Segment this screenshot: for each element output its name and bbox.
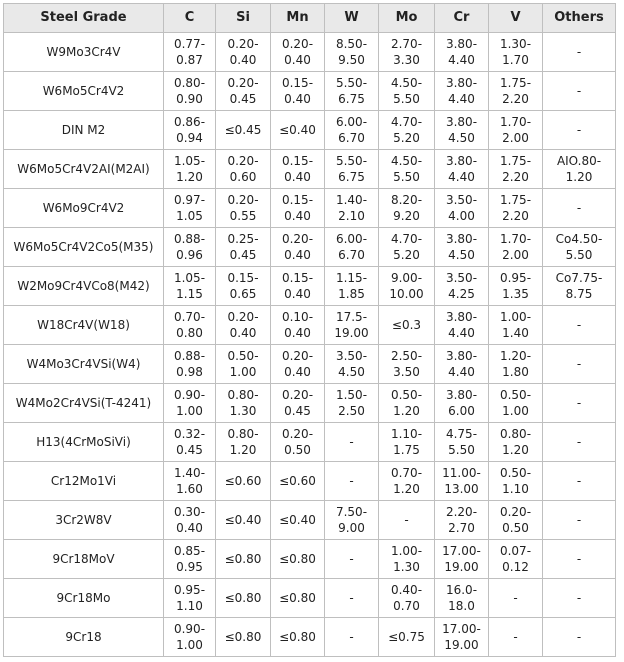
vanadium-cell: 0.20- 0.50 — [489, 501, 543, 540]
manganese-cell: ≤0.80 — [271, 579, 325, 618]
carbon-cell: 0.30- 0.40 — [164, 501, 216, 540]
chromium-cell: 11.00- 13.00 — [435, 462, 489, 501]
table-row — [4, 306, 616, 345]
steel-composition-table — [3, 3, 616, 657]
table-header — [4, 4, 616, 33]
tungsten-cell: 17.5- 19.00 — [325, 306, 379, 345]
table-row — [4, 189, 616, 228]
steel-grade-cell: W6Mo5Cr4V2AI(M2AI) — [4, 150, 164, 189]
molybdenum-cell: 0.40- 0.70 — [379, 579, 435, 618]
carbon-cell: 1.05- 1.20 — [164, 150, 216, 189]
tungsten-cell: 5.50- 6.75 — [325, 150, 379, 189]
manganese-cell: 0.20- 0.40 — [271, 228, 325, 267]
tungsten-cell: 1.15- 1.85 — [325, 267, 379, 306]
molybdenum-cell: 8.20- 9.20 — [379, 189, 435, 228]
table-row — [4, 345, 616, 384]
table-row — [4, 462, 616, 501]
chromium-cell: 3.80- 6.00 — [435, 384, 489, 423]
carbon-cell: 0.97- 1.05 — [164, 189, 216, 228]
silicon-cell: 0.20- 0.55 — [216, 189, 271, 228]
others-cell: - — [543, 33, 616, 72]
molybdenum-cell: 2.70- 3.30 — [379, 33, 435, 72]
column-header-vanadium: V — [489, 4, 543, 33]
silicon-cell: ≤0.80 — [216, 540, 271, 579]
tungsten-cell: - — [325, 618, 379, 657]
silicon-cell: 0.20- 0.40 — [216, 33, 271, 72]
header-row — [4, 4, 616, 33]
others-cell: Co4.50- 5.50 — [543, 228, 616, 267]
vanadium-cell: 0.50- 1.10 — [489, 462, 543, 501]
molybdenum-cell: 4.50- 5.50 — [379, 150, 435, 189]
vanadium-cell: 1.00- 1.40 — [489, 306, 543, 345]
column-header-tungsten: W — [325, 4, 379, 33]
vanadium-cell: - — [489, 618, 543, 657]
others-cell: - — [543, 501, 616, 540]
column-header-others: Others — [543, 4, 616, 33]
others-cell: - — [543, 618, 616, 657]
chromium-cell: 2.20- 2.70 — [435, 501, 489, 540]
others-cell: Co7.75- 8.75 — [543, 267, 616, 306]
others-cell: - — [543, 111, 616, 150]
column-header-carbon: C — [164, 4, 216, 33]
table-row — [4, 501, 616, 540]
vanadium-cell: 0.95- 1.35 — [489, 267, 543, 306]
vanadium-cell: 0.80- 1.20 — [489, 423, 543, 462]
column-header-molybdenum: Mo — [379, 4, 435, 33]
molybdenum-cell: 4.50- 5.50 — [379, 72, 435, 111]
silicon-cell: ≤0.45 — [216, 111, 271, 150]
steel-grade-cell: Cr12Mo1Vi — [4, 462, 164, 501]
others-cell: - — [543, 540, 616, 579]
steel-grade-cell: W4Mo2Cr4VSi(T-4241) — [4, 384, 164, 423]
chromium-cell: 16.0- 18.0 — [435, 579, 489, 618]
tungsten-cell: - — [325, 579, 379, 618]
carbon-cell: 0.95- 1.10 — [164, 579, 216, 618]
tungsten-cell: 7.50- 9.00 — [325, 501, 379, 540]
vanadium-cell: 1.30- 1.70 — [489, 33, 543, 72]
silicon-cell: 0.20- 0.45 — [216, 72, 271, 111]
molybdenum-cell: 4.70- 5.20 — [379, 228, 435, 267]
table-row — [4, 579, 616, 618]
table-row — [4, 540, 616, 579]
carbon-cell: 0.32- 0.45 — [164, 423, 216, 462]
tungsten-cell: - — [325, 462, 379, 501]
carbon-cell: 0.86- 0.94 — [164, 111, 216, 150]
chromium-cell: 3.50- 4.00 — [435, 189, 489, 228]
others-cell: - — [543, 72, 616, 111]
manganese-cell: 0.15- 0.40 — [271, 189, 325, 228]
silicon-cell: 0.20- 0.60 — [216, 150, 271, 189]
table-row — [4, 150, 616, 189]
silicon-cell: 0.25- 0.45 — [216, 228, 271, 267]
carbon-cell: 0.88- 0.96 — [164, 228, 216, 267]
others-cell: - — [543, 423, 616, 462]
silicon-cell: 0.20- 0.40 — [216, 306, 271, 345]
silicon-cell: ≤0.40 — [216, 501, 271, 540]
molybdenum-cell: 4.70- 5.20 — [379, 111, 435, 150]
steel-grade-cell: 9Cr18MoV — [4, 540, 164, 579]
others-cell: - — [543, 579, 616, 618]
steel-grade-cell: W2Mo9Cr4VCo8(M42) — [4, 267, 164, 306]
table-row — [4, 72, 616, 111]
steel-grade-cell: 3Cr2W8V — [4, 501, 164, 540]
chromium-cell: 3.80- 4.40 — [435, 306, 489, 345]
carbon-cell: 1.05- 1.15 — [164, 267, 216, 306]
vanadium-cell: 1.20- 1.80 — [489, 345, 543, 384]
chromium-cell: 3.80- 4.40 — [435, 150, 489, 189]
manganese-cell: 0.20- 0.40 — [271, 33, 325, 72]
vanadium-cell: 1.75- 2.20 — [489, 189, 543, 228]
column-header-manganese: Mn — [271, 4, 325, 33]
vanadium-cell: - — [489, 579, 543, 618]
manganese-cell: ≤0.40 — [271, 501, 325, 540]
tungsten-cell: 5.50- 6.75 — [325, 72, 379, 111]
manganese-cell: ≤0.80 — [271, 618, 325, 657]
tungsten-cell: 3.50- 4.50 — [325, 345, 379, 384]
manganese-cell: 0.20- 0.50 — [271, 423, 325, 462]
others-cell: - — [543, 306, 616, 345]
steel-grade-cell: H13(4CrMoSiVi) — [4, 423, 164, 462]
others-cell: - — [543, 345, 616, 384]
chromium-cell: 4.75- 5.50 — [435, 423, 489, 462]
tungsten-cell: 6.00- 6.70 — [325, 111, 379, 150]
silicon-cell: ≤0.80 — [216, 618, 271, 657]
steel-grade-cell: W18Cr4V(W18) — [4, 306, 164, 345]
manganese-cell: 0.15- 0.40 — [271, 72, 325, 111]
manganese-cell: 0.20- 0.40 — [271, 345, 325, 384]
silicon-cell: 0.80- 1.20 — [216, 423, 271, 462]
carbon-cell: 0.85- 0.95 — [164, 540, 216, 579]
carbon-cell: 0.88- 0.98 — [164, 345, 216, 384]
tungsten-cell: 1.40- 2.10 — [325, 189, 379, 228]
manganese-cell: 0.10- 0.40 — [271, 306, 325, 345]
carbon-cell: 0.90- 1.00 — [164, 618, 216, 657]
tungsten-cell: - — [325, 540, 379, 579]
carbon-cell: 0.70- 0.80 — [164, 306, 216, 345]
table-row — [4, 228, 616, 267]
vanadium-cell: 1.75- 2.20 — [489, 150, 543, 189]
vanadium-cell: 0.50- 1.00 — [489, 384, 543, 423]
silicon-cell: 0.15- 0.65 — [216, 267, 271, 306]
tungsten-cell: 8.50- 9.50 — [325, 33, 379, 72]
steel-grade-cell: 9Cr18Mo — [4, 579, 164, 618]
silicon-cell: 0.80- 1.30 — [216, 384, 271, 423]
manganese-cell: ≤0.60 — [271, 462, 325, 501]
silicon-cell: ≤0.60 — [216, 462, 271, 501]
steel-grade-cell: W4Mo3Cr4VSi(W4) — [4, 345, 164, 384]
molybdenum-cell: 0.70- 1.20 — [379, 462, 435, 501]
others-cell: - — [543, 384, 616, 423]
molybdenum-cell: 1.10- 1.75 — [379, 423, 435, 462]
molybdenum-cell: 2.50- 3.50 — [379, 345, 435, 384]
carbon-cell: 0.90- 1.00 — [164, 384, 216, 423]
chromium-cell: 3.80- 4.40 — [435, 33, 489, 72]
manganese-cell: ≤0.80 — [271, 540, 325, 579]
chromium-cell: 17.00- 19.00 — [435, 540, 489, 579]
column-header-silicon: Si — [216, 4, 271, 33]
table-row — [4, 423, 616, 462]
silicon-cell: 0.50- 1.00 — [216, 345, 271, 384]
tungsten-cell: 1.50- 2.50 — [325, 384, 379, 423]
molybdenum-cell: 9.00- 10.00 — [379, 267, 435, 306]
others-cell: - — [543, 462, 616, 501]
vanadium-cell: 1.75- 2.20 — [489, 72, 543, 111]
molybdenum-cell: 0.50- 1.20 — [379, 384, 435, 423]
table-row — [4, 33, 616, 72]
steel-grade-cell: W6Mo5Cr4V2Co5(M35) — [4, 228, 164, 267]
table-body — [4, 33, 616, 657]
chromium-cell: 3.80- 4.50 — [435, 111, 489, 150]
table-row — [4, 111, 616, 150]
column-header-steel-grade: Steel Grade — [4, 4, 164, 33]
chromium-cell: 17.00- 19.00 — [435, 618, 489, 657]
manganese-cell: 0.15- 0.40 — [271, 267, 325, 306]
silicon-cell: ≤0.80 — [216, 579, 271, 618]
steel-grade-cell: W6Mo9Cr4V2 — [4, 189, 164, 228]
column-header-chromium: Cr — [435, 4, 489, 33]
tungsten-cell: 6.00- 6.70 — [325, 228, 379, 267]
carbon-cell: 0.77- 0.87 — [164, 33, 216, 72]
vanadium-cell: 0.07- 0.12 — [489, 540, 543, 579]
steel-grade-cell: W9Mo3Cr4V — [4, 33, 164, 72]
manganese-cell: 0.20- 0.45 — [271, 384, 325, 423]
table-row — [4, 618, 616, 657]
others-cell: - — [543, 189, 616, 228]
carbon-cell: 0.80- 0.90 — [164, 72, 216, 111]
chromium-cell: 3.80- 4.40 — [435, 345, 489, 384]
table-row — [4, 384, 616, 423]
steel-grade-cell: DIN M2 — [4, 111, 164, 150]
chromium-cell: 3.80- 4.40 — [435, 72, 489, 111]
tungsten-cell: - — [325, 423, 379, 462]
manganese-cell: 0.15- 0.40 — [271, 150, 325, 189]
molybdenum-cell: - — [379, 501, 435, 540]
molybdenum-cell: 1.00- 1.30 — [379, 540, 435, 579]
steel-grade-cell: W6Mo5Cr4V2 — [4, 72, 164, 111]
steel-grade-cell: 9Cr18 — [4, 618, 164, 657]
chromium-cell: 3.80- 4.50 — [435, 228, 489, 267]
others-cell: AIO.80- 1.20 — [543, 150, 616, 189]
vanadium-cell: 1.70- 2.00 — [489, 228, 543, 267]
molybdenum-cell: ≤0.75 — [379, 618, 435, 657]
table-row — [4, 267, 616, 306]
vanadium-cell: 1.70- 2.00 — [489, 111, 543, 150]
manganese-cell: ≤0.40 — [271, 111, 325, 150]
chromium-cell: 3.50- 4.25 — [435, 267, 489, 306]
steel-composition-table-container — [3, 3, 616, 657]
carbon-cell: 1.40- 1.60 — [164, 462, 216, 501]
molybdenum-cell: ≤0.3 — [379, 306, 435, 345]
